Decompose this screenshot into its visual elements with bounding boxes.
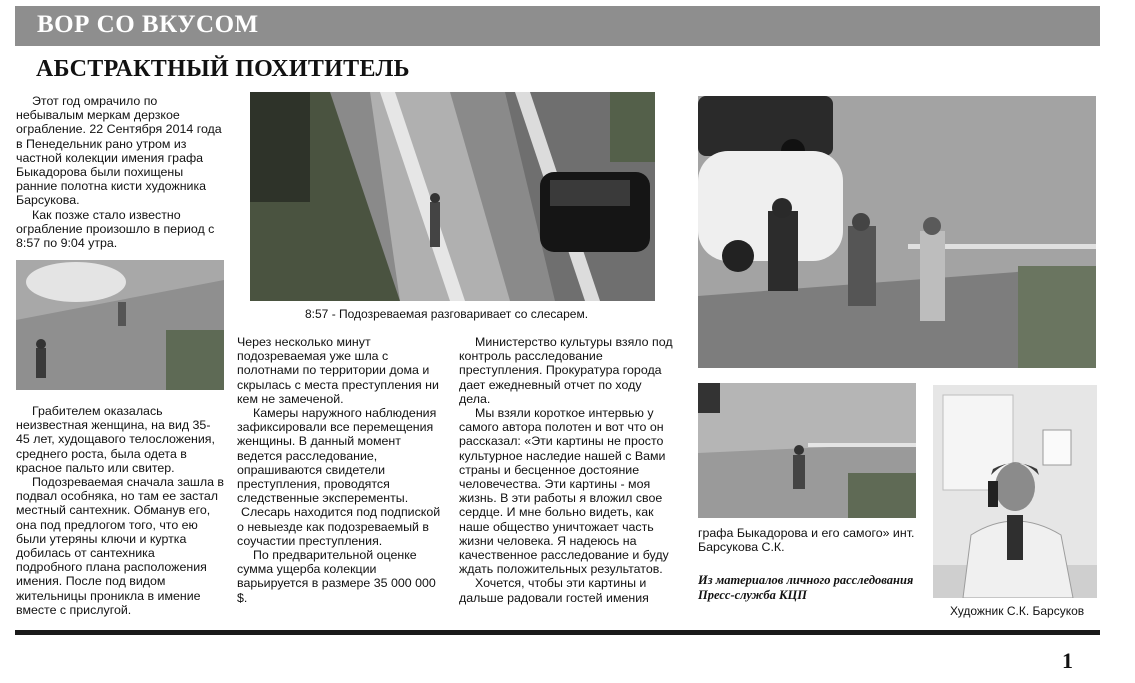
cctv-main-caption: 8:57 - Подозреваемая разговаривает со слесарем. [305, 307, 589, 321]
paragraph: Этот год омрачило по небывалым меркам дерзкое ограбление. 22 Сентября 2014 года в Пенедельник рано утром из частной колекции имения графа Быкадорова были похищены ранние полотна кисти художника Барсукова. [16, 94, 222, 208]
paragraph: Хочется, чтобы эти картины и дальше радовали гостей имения [459, 576, 649, 605]
section-banner [15, 6, 1100, 46]
paragraph: Подозреваемая сначала зашла в подвал особняка, но там ее застал местный сантехник. Обманув его, она под предлогом того, что ею были утеряны ключи и куртка добилась от сантехника подробного плана расположения имения. После под видом жительницы проникла в имение вместе с прислугой. [16, 475, 224, 617]
paragraph: Мы взяли короткое интервью у самого автора полотен и вот что он рассказал: «Эти картины не просто культурное наследие нашей с Вами страны и бесценное достояние человечества. Эти картины - моя жизнь. В эти работы я вложил свое сердце. И мне больно видеть, как наше общество уничтожает часть жизни человека. Я надеюсь на качественное расследование и буду ждать положительных результатов. [459, 406, 669, 577]
column-4-continuation: графа Быкадорова и его самого» инт. Барсукова С.К. [698, 526, 915, 555]
cctv-photo-main [250, 92, 655, 301]
article-headline: АБСТРАКТНЫЙ ПОХИТИТЕЛЬ [36, 56, 410, 82]
paragraph: Грабителем оказалась неизвестная женщина, на вид 35-45 лет, худощавого телосложения, среднего роста, была одета в красное пальто или свитер. [16, 404, 215, 475]
page-number: 1 [1062, 648, 1073, 673]
paragraph: Камеры наружного наблюдения зафиксировали все перемещения женщины. В данный момент ведется расследование, опрашиваются свидетели преступления, проводятся следственные эксперементы. [237, 406, 437, 506]
cctv-photo-small-right [698, 383, 916, 518]
paragraph: Как позже стало известно ограбление произошло в период с 8:57 по 9:04 утра. [16, 207, 215, 251]
column-1-top [16, 94, 224, 250]
paragraph: По предварительной оценке сумма ущерба колекции варьируется в размере 35 000 000 $. [237, 548, 436, 605]
cctv-photo-large-right [698, 96, 1096, 368]
paragraph: Через несколько минут подозреваемая уже шла с полотнами по территории дома и скрылась с места преступления ни кем не замеченой. [237, 335, 439, 406]
portrait-caption: Художник С.К. Барсуков [950, 604, 1085, 618]
cctv-photo-small-left [16, 260, 224, 390]
paragraph: Слесарь находится под подпиской о невыезде как подозреваемый в соучастии преступления. [237, 505, 441, 548]
paragraph: Министерство культуры взяло под контроль расследование преступления. Прокуратура города дает ежедневный отчет по ходу дела. [459, 335, 673, 406]
footer-rule [15, 630, 1100, 635]
column-3 [459, 335, 675, 605]
credit-line: Пресс-служба КЦП [698, 588, 807, 602]
credit [698, 573, 928, 603]
credit-line: Из материалов личного расследования [698, 573, 914, 587]
column-1-bottom [16, 404, 224, 617]
section-title: ВОР СО ВКУСОМ [37, 11, 259, 38]
portrait-photo [933, 385, 1097, 598]
column-2 [237, 335, 445, 605]
